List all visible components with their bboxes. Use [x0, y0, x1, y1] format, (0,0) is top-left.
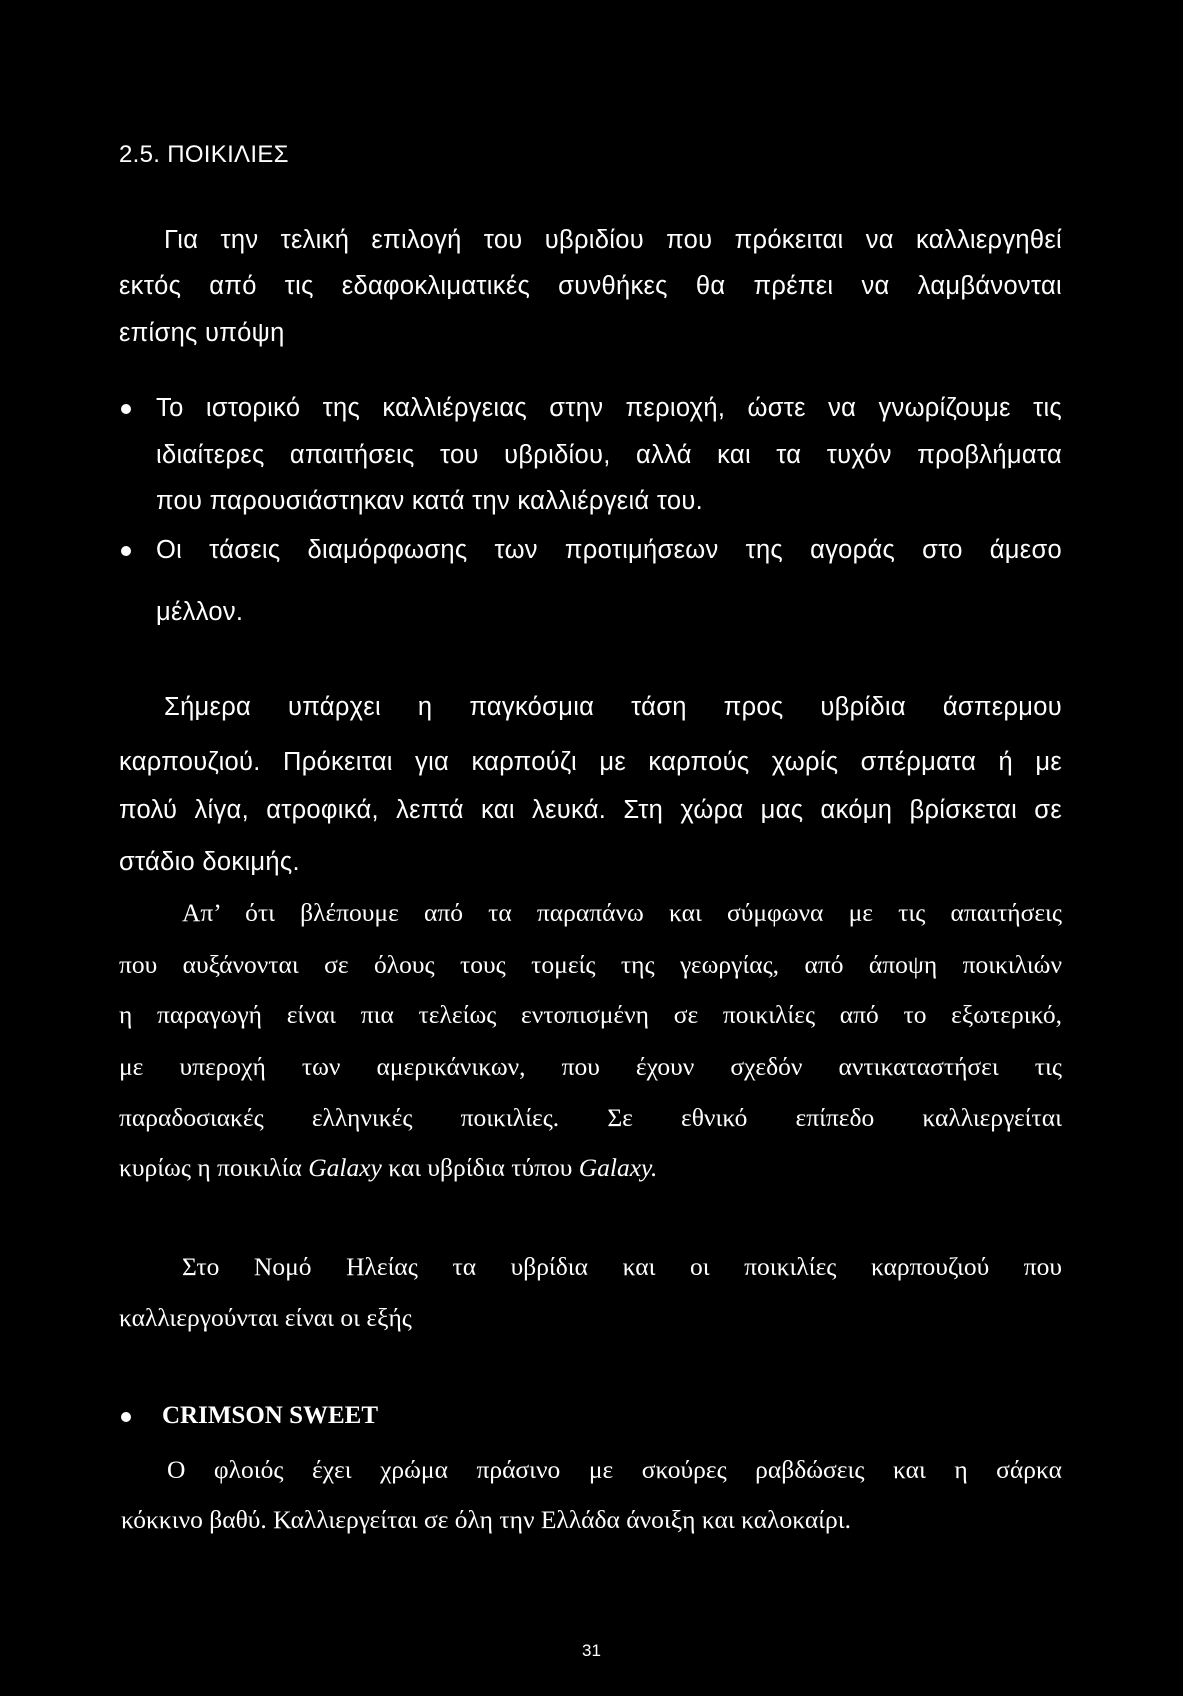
seedless-line-3: πολύ λίγα, ατροφικά, λεπτά και λευκά. Στη χώρα μας ακόμη βρίσκεται σε [119, 796, 1062, 824]
varieties-line-5: παραδοσιακές ελληνικές ποικιλίες. Σε εθνικό επίπεδο καλλιεργείται [119, 1103, 1062, 1132]
varieties-line-1: Απ’ ότι βλέπουμε από τα παραπάνω και σύμφωνα με τις απαιτήσεις [182, 898, 1062, 927]
section-heading: 2.5. ΠΟΙΚΙΛΙΕΣ [119, 141, 289, 168]
intro-line-3: επίσης υπόψη [119, 319, 285, 347]
varieties-line-6 [119, 1153, 657, 1183]
varieties-line-3: η παραγωγή είναι πια τελείως εντοπισμένη σε ποικιλίες από το εξωτερικό, [119, 1000, 1062, 1029]
bullet-1-line-2: ιδιαίτερες απαιτήσεις του υβριδίου, αλλά και τα τυχόν προβλήματα [156, 441, 1062, 469]
page-number: 31 [582, 1641, 601, 1660]
varieties-line-4: με υπεροχή των αμερικάνικων, που έχουν σχεδόν αντικαταστήσει τις [119, 1052, 1062, 1081]
crimson-line-2: κόκκινο βαθύ. Καλλιεργείται σε όλη την Ελλάδα άνοιξη και καλοκαίρι. [121, 1505, 851, 1534]
bullet-1-line-1: Το ιστορικό της καλλιέργειας στην περιοχή, ώστε να γνωρίζουμε τις [156, 394, 1062, 422]
varieties-line-2: που αυξάνονται σε όλους τους τομείς της γεωργίας, από άποψη ποικιλιών [119, 950, 1062, 979]
bullet-2-line-2: μέλλον. [156, 598, 244, 626]
seedless-line-4: στάδιο δοκιμής. [119, 848, 300, 876]
variety-galaxy-type: Galaxy. [578, 1153, 658, 1182]
bullet-dot [121, 1412, 131, 1422]
seedless-line-1: Σήμερα υπάρχει η παγκόσμια τάση προς υβρίδια άσπερμου [164, 693, 1062, 721]
intro-line-2: εκτός από τις εδαφοκλιματικές συνθήκες θα πρέπει να λαμβάνονται [119, 272, 1062, 300]
seedless-line-2: καρπουζιού. Πρόκειται για καρπούζι με καρπούς χωρίς σπέρματα ή με [119, 748, 1062, 776]
variety-title-crimson-sweet: CRIMSON SWEET [162, 1402, 379, 1429]
varieties-text-a: κυρίως η ποικιλία [119, 1153, 302, 1182]
ilia-line-1: Στο Νομό Ηλείας τα υβρίδια και οι ποικιλίες καρπουζιού που [182, 1252, 1062, 1281]
intro-line-1: Για την τελική επιλογή του υβριδίου που πρόκειται να καλλιεργηθεί [164, 226, 1062, 254]
bullet-1-line-3: που παρουσιάστηκαν κατά την καλλιέργειά του. [156, 487, 703, 515]
variety-galaxy: Galaxy [308, 1153, 382, 1182]
ilia-line-2: καλλιεργούνται είναι οι εξής [119, 1303, 412, 1332]
bullet-2-line-1: Οι τάσεις διαμόρφωσης των προτιμήσεων της αγοράς στο άμεσο [156, 536, 1062, 564]
crimson-line-1: Ο φλοιός έχει χρώμα πράσινο με σκούρες ραβδώσεις και η σάρκα [167, 1455, 1062, 1484]
bullet-dot [121, 404, 131, 414]
varieties-text-c: και υβρίδια τύπου [388, 1153, 573, 1182]
bullet-dot [121, 546, 131, 556]
